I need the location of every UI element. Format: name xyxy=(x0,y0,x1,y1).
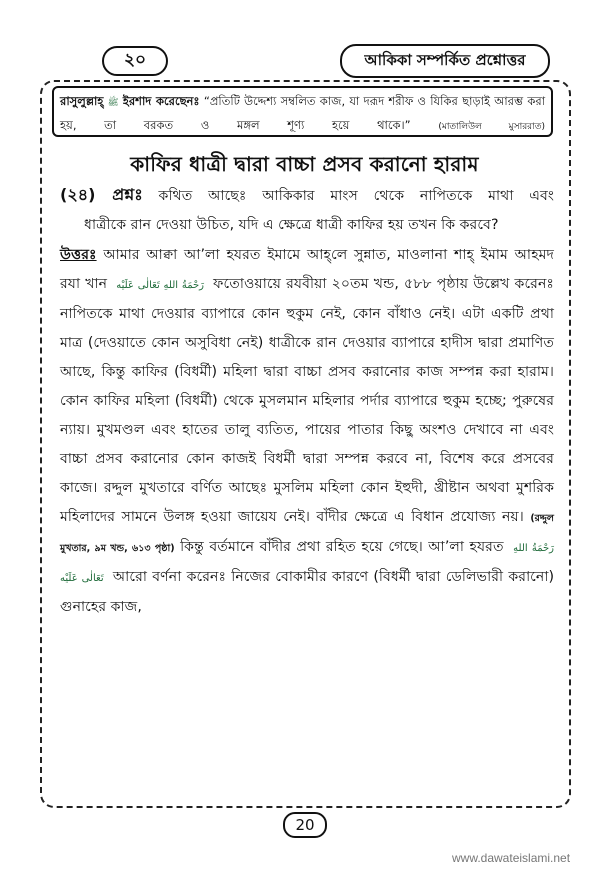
section-heading: কাফির ধাত্রী দ্বারা বাচ্চা প্রসব করানো হারাম xyxy=(130,152,479,176)
running-title: আকিকা সম্পর্কিত প্রশ্নোত্তর xyxy=(340,44,550,78)
question-continuation: ধাত্রীকে রান দেওয়া উচিত, যদি এ ক্ষেত্রে ধাত্রী কাফির হয় তখন কি করবে? xyxy=(84,217,499,233)
answer-label: উত্তরঃ xyxy=(60,247,97,263)
hadith-lead: রাসুলুল্লাহ্ xyxy=(60,94,104,108)
hadith-box xyxy=(52,86,553,137)
arabic-honorific-2: رَحْمَةُ اللهِ تَعَالٰى عَلَيْه xyxy=(60,543,554,584)
arabic-honorific-1: رَحْمَةُ اللهِ تَعَالٰى عَلَيْه xyxy=(116,280,205,291)
salla-icon: ﷺ xyxy=(107,98,119,108)
hadith-reference: (মাতালিউল মুসাররাত) xyxy=(438,122,545,132)
answer-part-3: কিন্তু বর্তমানে বাঁদীর প্রথা রহিত হয়ে গেছে। আ’লা হযরত xyxy=(180,539,504,555)
question-text-1: কথিত আছেঃ আকিকার মাংস থেকে নাপিতকে মাথা এবং xyxy=(158,188,554,204)
answer-reference: (রদ্দুল মুখতার, ৯ম খন্ড, ৬১৩ পৃষ্ঠা) xyxy=(60,513,554,554)
answer-paragraph xyxy=(60,241,554,622)
answer-part-1: আমার আক্বা আ’লা হযরত ইমামে আহ্‌লে সুন্নাত, মাওলানা শাহ্ ইমাম আহমদ রযা খান xyxy=(60,247,554,292)
hadith-text: “প্রতিটি উদ্দেশ্য সম্বলিত কাজ, যা দরূদ শরীফ ও যিকির ছাড়াই আরম্ভ করা হয়, তা বরকত ও মঙ্গল শূণ্য হয়ে থাকে।” xyxy=(60,94,546,132)
website-url: www.dawateislami.net xyxy=(452,851,571,865)
hadith-lead-2: ইরশাদ করেছেনঃ xyxy=(122,94,200,108)
question-label: (২৪) প্রশ্নঃ xyxy=(60,185,143,204)
question-line-1 xyxy=(60,180,554,211)
page-number-bottom: 20 xyxy=(283,812,327,838)
body-text xyxy=(60,180,554,622)
page-number-top: ২০ xyxy=(102,46,168,76)
answer-part-4: আরো বর্ণনা করেনঃ নিজের বোকামীর কারণে (বিধর্মী দ্বারা ডেলিভারী করানো) গুনাহের কাজ, xyxy=(60,569,554,615)
answer-part-2: ফতোওয়ায়ে রযবীয়া ২০তম খন্ড, ৫৮৮ পৃষ্ঠায় উল্লেখ করেনঃ নাপিতকে মাথা দেওয়ার ব্যাপারে কোন হুকুম নেই, কোন বাঁধাও নেই। এটা একটি প্রথা মাত্র (দেওয়াতে কোন অসুবিধা নেই) ধাত্রীকে রান দেওয়ার ব্যাপারে হাদীস দ্বারা প্রমাণিত আছে, কিন্তু কাফির (বিধর্মী) মহিলা দ্বারা বাচ্চা প্রসব করানোর কাজ সম্পন্ন করা হারাম। কোন কাফির মহিলা (বিধর্মী) থেকে মুসলমান মহিলার পর্দার ব্যাপারে হুকুম হচ্ছে; পুরুষের ন্যায়। মুখমণ্ডল এবং হাতের তালু ব্যতিত, পায়ের পাতার কিছু অংশও দেখাবে না এবং বাচ্চা প্রসব করানোর কোন কাজই বিধর্মী দ্বারা সম্পন্ন করবে না, বিশেষ করে প্রসবের কাজে। রদ্দুল মুখতারে বর্ণিত আছেঃ মুসলিম মহিলা কোন ইহুদী, খ্রীষ্টান অথবা মুশরিক মহিলাদের সামনে উলঙ্গ হওয়া জায়েয নেই। বাঁদীর ক্ষেত্রে এ বিধান প্রযোজ্য নয়। xyxy=(60,276,554,525)
